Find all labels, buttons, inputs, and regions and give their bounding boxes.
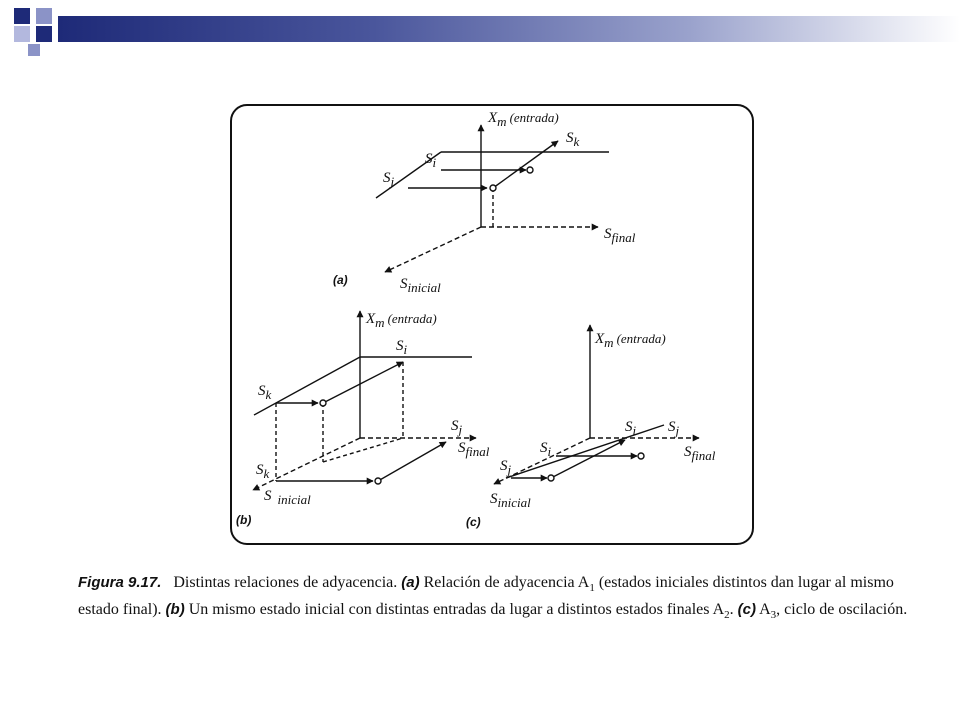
caption-marker-a: (a) — [401, 574, 420, 591]
panel-a-sk-label: Sk — [566, 130, 580, 149]
panel-b-lower-diagonal — [378, 442, 446, 481]
panel-c-diagonal-outer — [506, 425, 664, 478]
caption-text-2: Relación de adyacencia A — [423, 574, 590, 591]
panel-b-sj-label: Sj — [451, 418, 463, 437]
caption-sub-1: 1 — [589, 582, 595, 595]
panel-c-si-left-label: Si — [540, 440, 552, 459]
caption-sub-3: 3 — [770, 609, 777, 622]
caption-text-5: . — [729, 601, 734, 619]
panel-b-y-label: Xm (entrada) — [366, 311, 437, 330]
panel-c-si-right-label: Si — [625, 419, 637, 438]
panel-c-node-j — [548, 475, 554, 481]
panel-b-node-lower — [375, 478, 381, 484]
panel-c-node-i — [638, 453, 644, 459]
panel-a-node-j — [490, 185, 496, 191]
caption-marker-b: (b) — [165, 601, 185, 619]
panel-b-sk-bottom-label: Sk — [256, 462, 270, 481]
figure-frame — [231, 105, 753, 544]
panel-b-node-upper — [320, 400, 326, 406]
panel-c-label: (c) — [466, 515, 481, 529]
panel-b-si-label: Si — [396, 338, 408, 357]
caption-text-3: (estados iniciales distintos dan lugar al mismo estado final). — [78, 574, 894, 619]
panel-a-sj-label: Sj — [383, 170, 395, 189]
caption-marker-c: (c) — [737, 601, 756, 619]
panel-b-label: (b) — [236, 513, 252, 527]
panel-b-upper-diagonal — [323, 362, 403, 403]
figure-caption — [78, 572, 908, 626]
panel-a-z-label: Sinicial — [400, 276, 441, 295]
panel-a-z-axis — [385, 227, 481, 272]
caption-text-4: Un mismo estado inicial con distintas entradas da lugar a distintos estados finales A — [188, 601, 725, 619]
panel-a-transition-final — [493, 141, 558, 188]
panel-b — [253, 311, 476, 490]
caption-sub-2: 2 — [724, 609, 730, 622]
caption-text-1: Distintas relaciones de adyacencia. — [173, 574, 398, 591]
caption-text-7: , ciclo de oscilación. — [776, 601, 908, 619]
panel-c-x-label: Sfinal — [684, 444, 716, 463]
panel-c-sj-right-label: Sj — [668, 419, 680, 438]
panel-c-sj-left-label: Sj — [500, 458, 512, 477]
panel-c — [494, 325, 699, 484]
panel-b-z-axis — [253, 438, 360, 490]
panel-a-node-i — [527, 167, 533, 173]
panel-a-si-label: Si — [425, 151, 437, 170]
panel-a-x-label: Sfinal — [604, 226, 636, 245]
panel-b-x-label: Sfinal — [458, 440, 490, 459]
panel-a-y-label: Xm (entrada) — [488, 110, 559, 129]
panel-a-label: (a) — [333, 273, 348, 287]
caption-text-6: A — [759, 601, 771, 619]
caption-figure-number: Figura 9.17. — [78, 574, 162, 591]
panel-c-y-label: Xm (entrada) — [595, 331, 666, 350]
panel-b-sk-top-label: Sk — [258, 383, 272, 402]
panel-b-z-label: S inicial — [264, 488, 311, 507]
panel-b-plane-side — [254, 357, 360, 415]
panel-c-z-label: Sinicial — [490, 491, 531, 510]
